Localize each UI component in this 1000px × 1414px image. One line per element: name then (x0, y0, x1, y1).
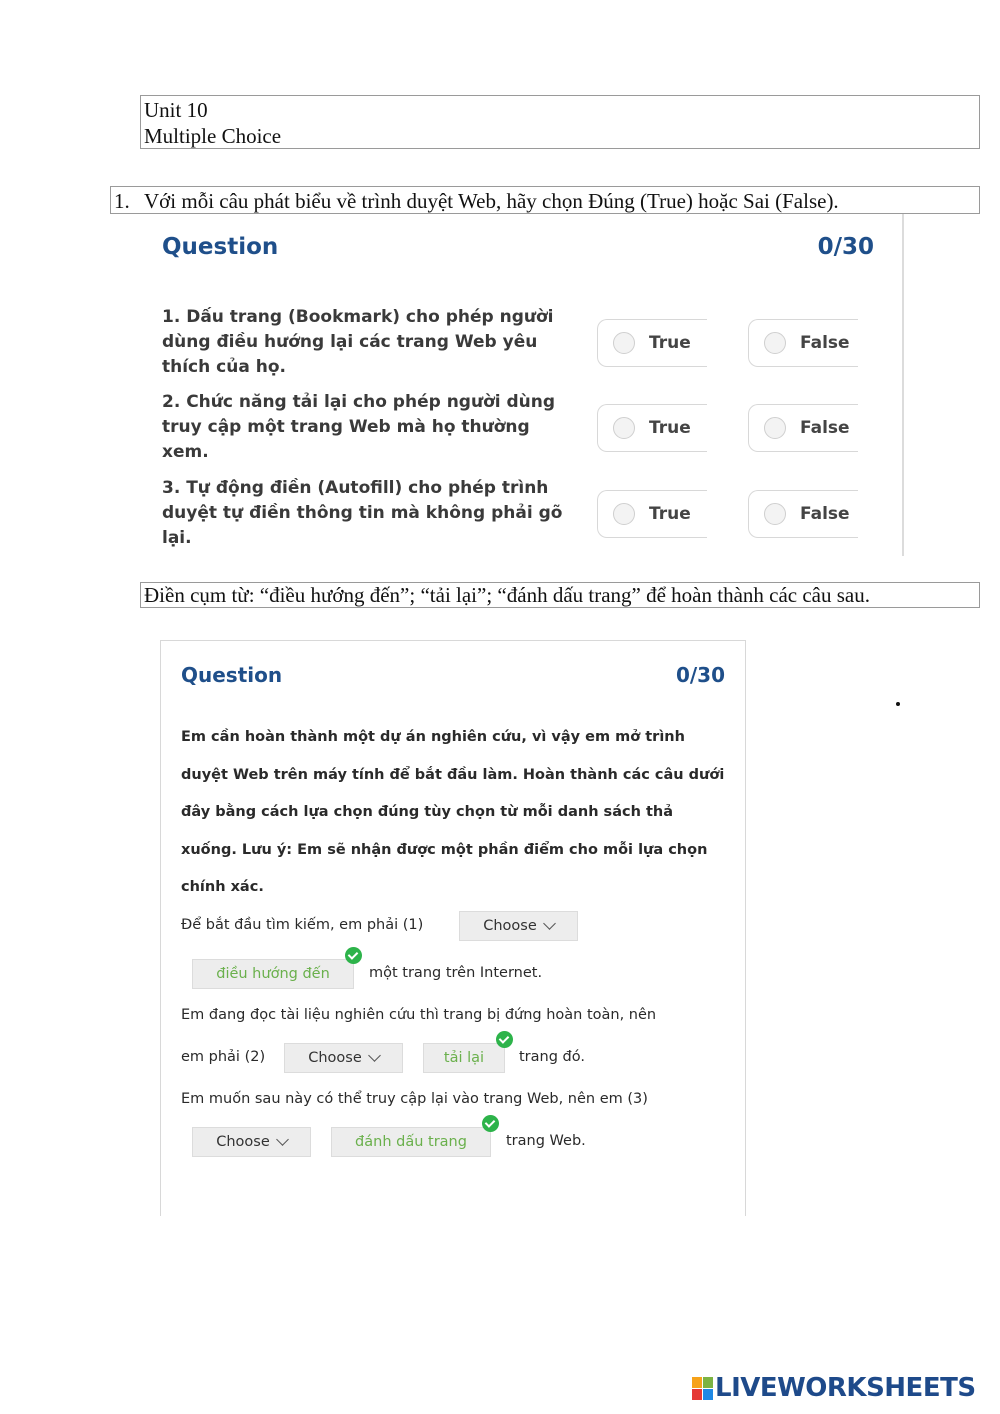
panel-score: 0/30 (675, 663, 725, 687)
chevron-down-icon (368, 1049, 381, 1062)
sentence-1-start: Để bắt đầu tìm kiếm, em phải (1) (181, 917, 424, 933)
radio-icon[interactable] (764, 332, 786, 354)
radio-icon[interactable] (613, 503, 635, 525)
statement-2-false-option[interactable] (748, 404, 858, 452)
panel-title: Question (162, 234, 279, 260)
option-label: True (649, 418, 691, 438)
sentence-3-start: Em muốn sau này có thể truy cập lại vào trang Web, nên em (3) (181, 1091, 648, 1107)
sentence-3-end: trang Web. (506, 1133, 586, 1149)
logo-icon (692, 1377, 713, 1400)
statement-3: 3. Tự động điền (Autofill) cho phép trình duyệt tự điền thông tin mà không phải gõ lại. (162, 478, 563, 548)
check-icon (496, 1031, 513, 1048)
radio-icon[interactable] (613, 417, 635, 439)
check-icon (482, 1115, 499, 1132)
statement-1-true-option[interactable] (597, 319, 707, 367)
dropdown-1[interactable] (459, 911, 578, 941)
dropdown-label: Choose (483, 918, 537, 934)
panel-score: 0/30 (817, 234, 874, 260)
chevron-down-icon (276, 1133, 289, 1146)
stray-dot (896, 702, 900, 706)
question-1-prompt (110, 186, 980, 214)
unit-header (140, 95, 980, 149)
option-label: True (649, 333, 691, 353)
question-2-prompt: Điền cụm từ: “điều hướng đến”; “tải lại”; “đánh dấu trang” để hoàn thành các câu sau. (140, 582, 980, 608)
statement-1: 1. Dấu trang (Bookmark) cho phép người dùng điều hướng lại các trang Web yêu thích của họ. (162, 307, 554, 377)
answer-3: đánh dấu trang (331, 1127, 491, 1157)
unit-subtitle: Multiple Choice (144, 124, 282, 148)
logo-text: LIVEWORKSHEETS (715, 1373, 976, 1403)
check-icon (345, 947, 362, 964)
statement-1-false-option[interactable] (748, 319, 858, 367)
fill-in-panel (160, 640, 746, 1216)
option-label: False (800, 418, 850, 438)
radio-icon[interactable] (764, 503, 786, 525)
radio-icon[interactable] (764, 417, 786, 439)
answer-1: điều hướng đến (192, 959, 354, 989)
liveworksheets-logo (692, 1373, 976, 1403)
dropdown-label: Choose (216, 1134, 270, 1150)
answer-2: tải lại (423, 1043, 505, 1073)
dropdown-3[interactable] (192, 1127, 311, 1157)
sentence-1-end: một trang trên Internet. (369, 965, 543, 981)
statement-3-false-option[interactable] (748, 490, 858, 538)
statement-2: 2. Chức năng tải lại cho phép người dùng truy cập một trang Web mà họ thường xem. (162, 392, 556, 462)
chevron-down-icon (543, 917, 556, 930)
dropdown-label: Choose (308, 1050, 362, 1066)
unit-title: Unit 10 (144, 98, 208, 122)
sentence-2-end: trang đó. (519, 1049, 585, 1065)
option-label: False (800, 504, 850, 524)
instructions: Em cần hoàn thành một dự án nghiên cứu, vì vậy em mở trình duyệt Web trên máy tính để bắt đầu làm. Hoàn thành các câu dưới đây bằng cách lựa chọn đúng tùy chọn từ mỗi danh sách thả xuống. Lưu ý: Em sẽ nhận được một phần điểm cho mỗi lựa chọn chính xác. (181, 729, 725, 895)
true-false-panel (140, 214, 904, 556)
sentence-2-start-line2: em phải (2) (181, 1049, 266, 1065)
option-label: True (649, 504, 691, 524)
radio-icon[interactable] (613, 332, 635, 354)
question-number: 1. (114, 189, 130, 213)
dropdown-2[interactable] (284, 1043, 403, 1073)
question-1-text: Với mỗi câu phát biểu về trình duyệt Web, hãy chọn Đúng (True) hoặc Sai (False). (144, 189, 839, 213)
statement-2-true-option[interactable] (597, 404, 707, 452)
panel-title: Question (181, 663, 283, 687)
statement-3-true-option[interactable] (597, 490, 707, 538)
sentence-2-start-line1: Em đang đọc tài liệu nghiên cứu thì trang bị đứng hoàn toàn, nên (181, 1007, 657, 1023)
option-label: False (800, 333, 850, 353)
